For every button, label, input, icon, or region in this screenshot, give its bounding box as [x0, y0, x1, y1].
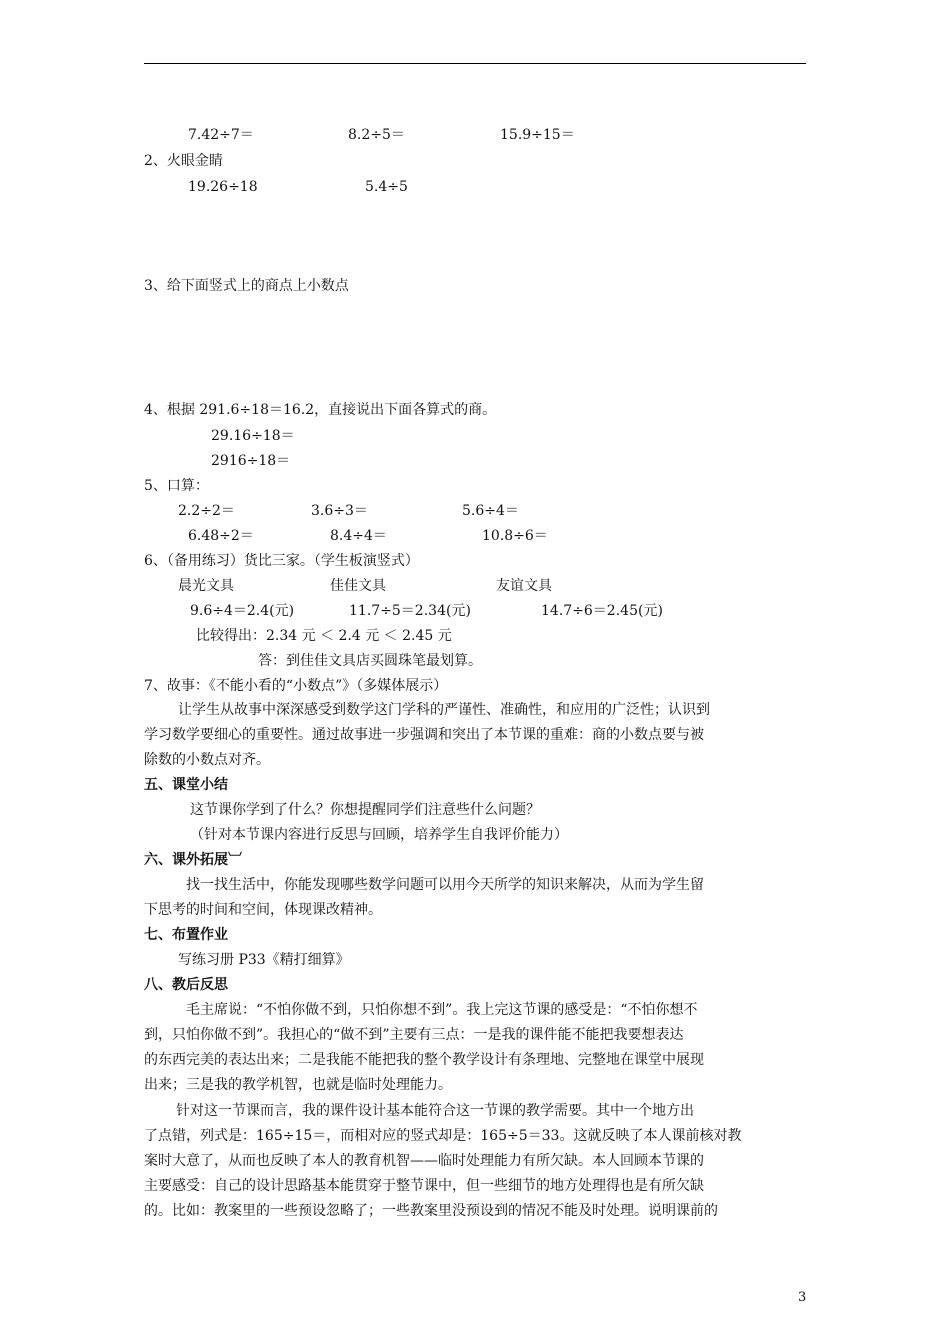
- paragraph-line: 案时大意了，从而也反映了本人的教育机智——临时处理能力有所欠缺。本人回顾本节课的: [144, 1153, 704, 1169]
- paragraph-line: 毛主席说：“不怕你做不到，只怕你想不到”。我上完这节课的感受是：“不怕你想不: [186, 1002, 698, 1018]
- section-5-title: 5、口算：: [144, 478, 209, 494]
- paragraph-line: 的。比如：教案里的一些预设忽略了；一些教案里没预设到的情况不能及时处理。说明课前的: [144, 1203, 718, 1219]
- heading-homework: 七、布置作业: [144, 927, 228, 943]
- exercise-3-6: 3.6÷3＝: [311, 503, 368, 519]
- paragraph-line: 除数的小数点对齐。: [144, 752, 270, 768]
- section-6-title: 6、（备用练习）货比三家。（学生板演竖式）: [144, 553, 419, 569]
- paragraph-line: 下思考的时间和空间，体现课改精神。: [144, 902, 382, 918]
- exercise-15-9: 15.9÷15＝: [500, 127, 575, 143]
- paragraph-line: 找一找生活中，你能发现哪些数学问题可以用今天所学的知识来解决，从而为学生留: [186, 877, 704, 893]
- answer-line: 答：到佳佳文具店买圆珠笔最划算。: [258, 653, 482, 669]
- exercise-7-42: 7.42÷7＝: [188, 127, 254, 143]
- store-jiajia: 佳佳文具: [330, 578, 386, 594]
- section-2-title: 2、火眼金睛: [144, 153, 223, 169]
- paragraph-line: 让学生从故事中深深感受到数学这门学科的严谨性、准确性，和应用的广泛性；认识到: [178, 702, 710, 718]
- store-chenguang: 晨光文具: [178, 578, 234, 594]
- store-youyi: 友谊文具: [496, 578, 552, 594]
- paragraph-line: 写练习册 P33《精打细算》: [178, 952, 350, 968]
- exercise-19-26: 19.26÷18: [188, 179, 258, 195]
- exercise-5-6: 5.6÷4＝: [462, 503, 519, 519]
- exercise-8-2: 8.2÷5＝: [348, 127, 405, 143]
- paragraph-line: 出来；三是我的教学机智，也就是临时处理能力。: [144, 1077, 452, 1093]
- paragraph-line: （针对本节课内容进行反思与回顾，培养学生自我评价能力）: [190, 827, 568, 843]
- comparison-line: 比较得出：2.34 元 ＜ 2.4 元 ＜ 2.45 元: [196, 628, 452, 644]
- price-jiajia: 11.7÷5＝2.34(元): [349, 603, 471, 619]
- exercise-2-2: 2.2÷2＝: [178, 503, 235, 519]
- exercise-10-8: 10.8÷6＝: [482, 528, 548, 544]
- heading-class-summary: 五、课堂小结: [144, 777, 228, 793]
- paragraph-line: 这节课你学到了什么？你想提醒同学们注意些什么问题？: [190, 802, 540, 818]
- heading-extension: 六、课外拓展︺: [144, 852, 242, 868]
- paragraph-line: 针对这一节课而言，我的课件设计基本能符合这一节课的教学需要。其中一个地方出: [176, 1103, 694, 1119]
- paragraph-line: 的东西完美的表达出来；二是我能不能把我的整个教学设计有条理地、完整地在课堂中展现: [144, 1052, 704, 1068]
- paragraph-line: 学习数学要细心的重要性。通过故事进一步强调和突出了本节课的重难：商的小数点要与被: [144, 727, 704, 743]
- paragraph-line: 主要感受：自己的设计思路基本能贯穿于整节课中，但一些细节的地方处理得也是有所欠缺: [144, 1178, 704, 1194]
- paragraph-line: 到，只怕你做不到”。我担心的“做不到”主要有三点：一是我的课件能不能把我要想表达: [144, 1027, 684, 1043]
- header-rule: [144, 63, 806, 64]
- price-chenguang: 9.6÷4＝2.4(元): [190, 603, 295, 619]
- exercise-6-48: 6.48÷2＝: [188, 528, 254, 544]
- paragraph-line: 了点错，列式是：165÷15＝，而相对应的竖式却是：165÷5＝33。这就反映了本人课前核对教: [144, 1128, 742, 1144]
- exercise-2916: 2916÷18＝: [211, 453, 291, 469]
- section-7-title: 7、故事：《不能小看的“小数点”》（多媒体展示）: [144, 678, 448, 694]
- section-3-title: 3、给下面竖式上的商点上小数点: [144, 278, 349, 294]
- section-4-title: 4、根据 291.6÷18＝16.2，直接说出下面各算式的商。: [144, 402, 497, 418]
- exercise-29-16: 29.16÷18＝: [211, 428, 295, 444]
- exercise-5-4: 5.4÷5: [365, 179, 408, 195]
- page-number: 3: [798, 1290, 807, 1305]
- price-youyi: 14.7÷6＝2.45(元): [541, 603, 663, 619]
- heading-reflection: 八、教后反思: [144, 977, 228, 993]
- exercise-8-4: 8.4÷4＝: [330, 528, 387, 544]
